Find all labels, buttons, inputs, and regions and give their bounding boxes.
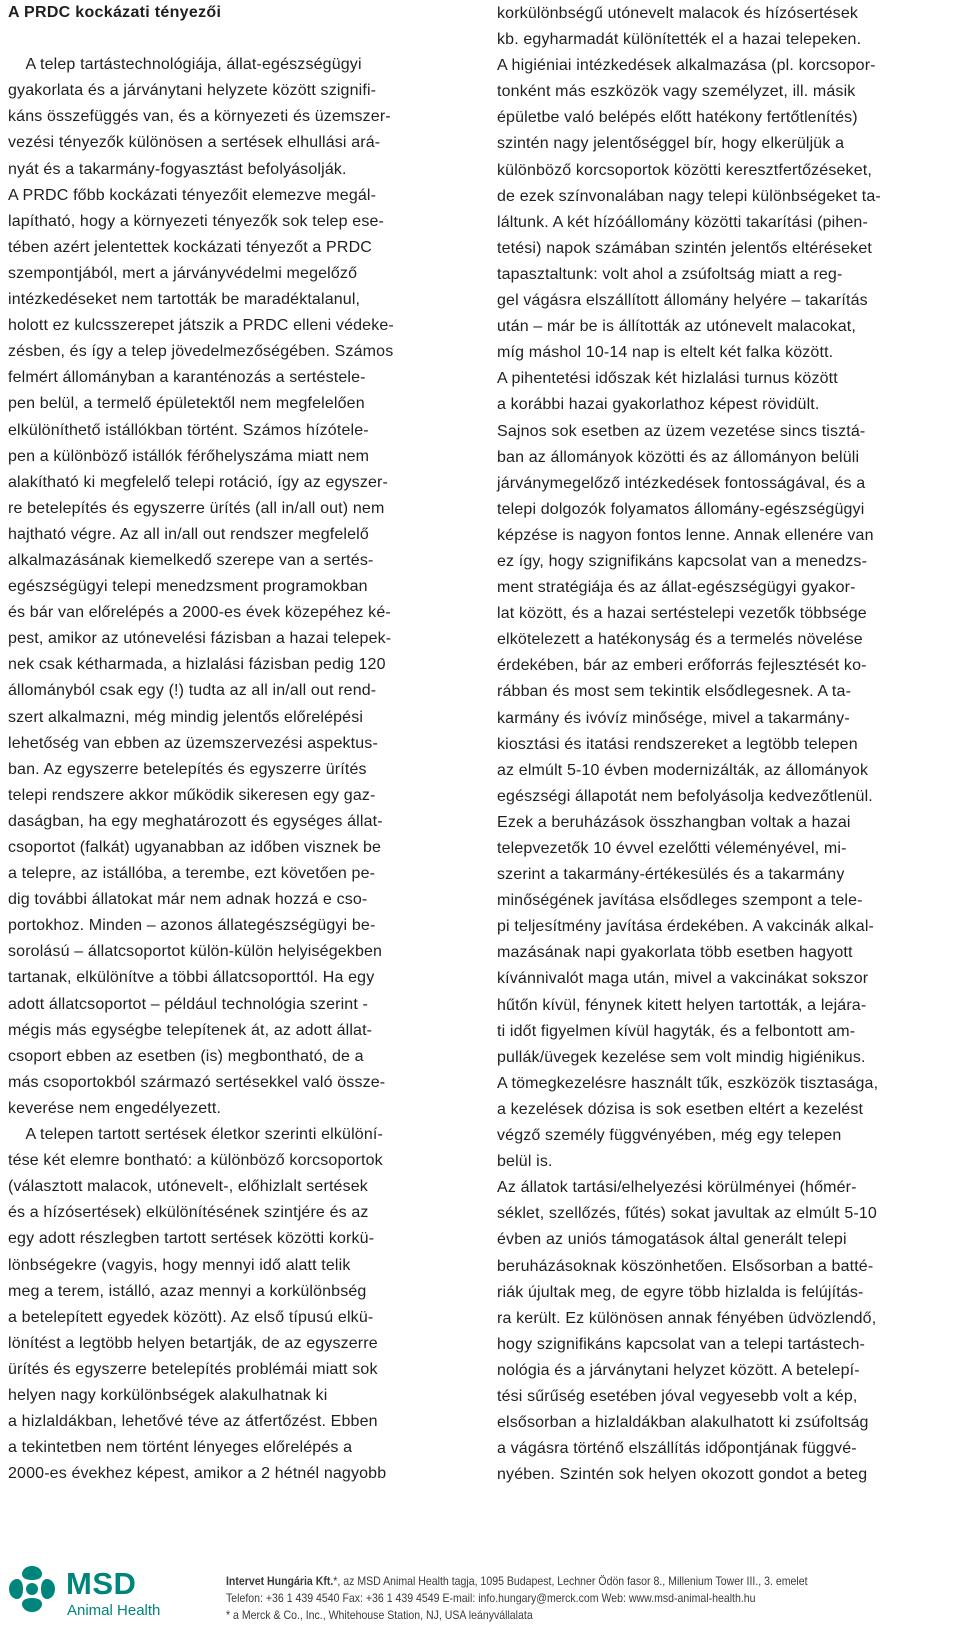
- right-column-line: tapasztaltunk: volt ahol a zsúfoltság miatt a reg-: [497, 265, 843, 283]
- right-column-line: a kezelések dózisa is sok esetben eltért a kezelést: [497, 1100, 864, 1118]
- right-column-line: pi teljesítmény javítása érdekében. A vakcinák alkal-: [497, 918, 875, 936]
- left-column-line: hajtható végre. Az all in/all out rendszer megfelelő: [8, 525, 369, 543]
- right-column-line: szerint a takarmány-értékesülés és a takarmány: [497, 866, 845, 884]
- left-column-line: pest, amikor az utónevelési fázisban a hazai telepek-: [8, 630, 392, 648]
- right-column-line: végző személy függvényében, még egy telepen: [497, 1127, 842, 1145]
- left-column-line: (választott malacok, utónevelt-, előhizlalt sertések: [8, 1178, 368, 1196]
- left-column-line: a tekintetben nem történt lényeges előrelépés a: [8, 1439, 353, 1457]
- right-column-line: egészségi állapotát nem befolyásolja kedvezőtlenül.: [497, 787, 873, 805]
- right-column-line: hűtőn kívül, fénynek kitett helyen tartották, a lejára-: [497, 996, 867, 1014]
- left-column-line: mégis más egységbe telepítenek át, az adott állat-: [8, 1021, 373, 1039]
- left-column-line: egészségügyi telepi menedzsment programokban: [8, 578, 368, 596]
- right-column-line: különböző korcsoportok közötti keresztfertőzéseket,: [497, 161, 872, 179]
- right-column-line: évben az uniós támogatások által generált telepi: [497, 1231, 847, 1249]
- right-column-line: gel vágásra elszállított állomány helyére – takarítás: [497, 292, 868, 310]
- right-column-line: ez így, hogy szignifikáns kapcsolat van a menedzs-: [497, 552, 868, 570]
- left-column-line: lehetőség van ebben az üzemszervezési aspektus-: [8, 734, 378, 752]
- left-column-line: nyát és a takarmány-fogyasztást befolyásolják.: [8, 160, 347, 178]
- msd-logo-icon: [7, 1564, 57, 1614]
- left-column-line: tartanak, elkülönítve a többi állatcsoporttól. Ha egy: [8, 969, 375, 987]
- left-column-line: A PRDC főbb kockázati tényezőit elemezve megál-: [8, 186, 377, 204]
- left-column-line: ban. Az egyszerre betelepítés és egyszerre ürítés: [8, 760, 367, 778]
- right-column-line: ban az állományok közötti és az állományon belüli: [497, 448, 860, 466]
- right-column-line: ment stratégiája és az állat-egészségügyi gyakor-: [497, 579, 856, 597]
- section-heading: A PRDC kockázati tényezői: [8, 4, 222, 21]
- right-column-line: érdekében, bár az emberi erőforrás fejlesztését ko-: [497, 657, 867, 675]
- left-column-line: re betelepítés és egyszerre ürítés (all in/all out) nem: [8, 499, 385, 517]
- left-column-line: egy adott részlegben tartott sertések közötti korkü-: [8, 1230, 375, 1248]
- logo-subtitle: Animal Health: [67, 1602, 161, 1619]
- left-column-line: tében azért jelentettek kockázati tényezőt a PRDC: [8, 238, 372, 256]
- right-column-line: nyében. Szintén sok helyen okozott gondot a beteg: [497, 1466, 868, 1484]
- left-column-line: szempontjából, mert a járványvédelmi megelőző: [8, 264, 358, 282]
- right-column-line: Az állatok tartási/elhelyezési körülményei (hőmér-: [497, 1179, 857, 1197]
- left-column-line: tése két elemre bontható: a különböző korcsoportok: [8, 1152, 383, 1170]
- left-column-line: helyen nagy korkülönbségek alakulhatnak ki: [8, 1386, 328, 1404]
- right-column-line: séklet, szellőzés, fűtés) sokat javultak az elmúlt 5-10: [497, 1205, 877, 1223]
- right-column-line: míg máshol 10-14 nap is eltelt két falka között.: [497, 344, 834, 362]
- left-column-line: pen a különböző istállók férőhelyszáma miatt nem: [8, 447, 370, 465]
- left-column-line: más csoportokból származó sertésekkel való össze-: [8, 1073, 386, 1091]
- right-column-line: korkülönbségű utónevelt malacok és hízósertések: [497, 5, 859, 22]
- right-column-line: Ezek a beruházások összhangban voltak a hazai: [497, 813, 851, 831]
- left-column-line: dig további állatokat már nem adnak hozzá e cso-: [8, 891, 368, 909]
- left-column-line: állományból csak egy (!) tudta az all in/all out rend-: [8, 682, 377, 700]
- right-column-line: telepvezetők 10 évvel ezelőtti véleményével, mi-: [497, 840, 847, 857]
- left-column-line: ürítés és egyszerre betelepítés problémái miatt sok: [8, 1360, 378, 1378]
- right-column-line: elkötelezett a hatékonyság és a termelés növelése: [497, 631, 863, 649]
- right-column-line: tonként más eszközök vagy személyzet, ill. másik: [497, 83, 856, 101]
- right-column-line: mazásának napi gyakorlata több esetben hagyott: [497, 944, 853, 962]
- left-column-line: gyakorlata és a járványtani helyzete között szignifi-: [8, 82, 377, 100]
- left-column-line: csoport ebben az esetben (is) megbontható, de a: [8, 1047, 364, 1065]
- left-column-line: káns összefüggés van, és a környezeti és üzemszer-: [8, 108, 391, 126]
- left-column-line: daságban, ha egy meghatározott és egységes állat-: [8, 812, 383, 830]
- right-column-line: karmány és ivóvíz minősége, mivel a takarmány-: [497, 709, 850, 727]
- left-column-line: [8, 26, 456, 52]
- left-column-line: és bár van előrelépés a 2000-es évek közepéhez ké-: [8, 604, 391, 622]
- left-column-line: A telep tartástechnológiája, állat-egészségügyi: [8, 56, 362, 74]
- left-column-line: és a hízósertések) elkülönítésének szintjére és az: [8, 1204, 369, 1222]
- left-column-line: meg a terem, istálló, azaz mennyi a korkülönbség: [8, 1282, 367, 1300]
- footer-line-contact: Telefon: +36 1 439 4540 Fax: +36 1 439 4549 E-mail: info.hungary@merck.com Web: www.msd-animal-health.hu: [226, 1592, 756, 1605]
- right-column-line: az elmúlt 5-10 évben modernizálták, az állományok: [497, 761, 869, 779]
- right-column-line: szintén nagy jelentőséggel bír, hogy elkerüljük a: [497, 135, 845, 153]
- left-column-line: zésben, és így a telep jövedelmezőségében. Számos: [8, 343, 394, 361]
- left-column-line: nek csak kétharmada, a hizlalási fázisban pedig 120: [8, 656, 386, 674]
- left-column-line: lapítható, hogy a környezeti tényezők sok telep ese-: [8, 212, 385, 230]
- right-column-line: telepi dolgozók folyamatos állomány-egészségügyi: [497, 500, 865, 518]
- right-column-line: kiosztási és itatási rendszereket a legtöbb telepen: [497, 735, 858, 753]
- right-column-line: riák újultak meg, de egyre több hizlalda is felújítás-: [497, 1283, 864, 1301]
- left-column-line: holott ez kulcsszerepet játszik a PRDC elleni védeke-: [8, 317, 394, 335]
- left-column-line: sorolású – állatcsoportot külön-külön helyiségekben: [8, 943, 383, 961]
- left-column-line: portokhoz. Minden – azonos állategészségügyi be-: [8, 917, 376, 935]
- right-column-line: tési sűrűség esetében jóval vegyesebb volt a kép,: [497, 1387, 858, 1405]
- right-column-line: ra került. Ez különösen annak fényében üdvözlendő,: [497, 1309, 877, 1327]
- publisher-footer: [0, 1552, 960, 1629]
- right-column-line: láltunk. A két hízóállomány közötti takarítási (pihen-: [497, 213, 868, 231]
- left-column-line: intézkedéseket nem tartották be maradéktalanul,: [8, 291, 361, 309]
- right-column-line: a vágásra történő elszállítás időpontjának függvé-: [497, 1440, 857, 1458]
- footer-line-company: [226, 1573, 890, 1590]
- right-column-line: ti időt figyelmen kívül hagyták, és a felbontott am-: [497, 1022, 856, 1040]
- left-column-line: vezési tényezők különösen a sertések elhullási ará-: [8, 134, 381, 152]
- left-column-line: 2000-es évekhez képest, amikor a 2 hétnél nagyobb: [8, 1465, 387, 1483]
- right-column-line: A tömegkezelésre használt tűk, eszközök tisztasága,: [497, 1074, 879, 1092]
- left-column-line: a betelepített egyedek között). Az első típusú elkü-: [8, 1308, 374, 1326]
- right-column-line: a korábbi hazai gyakorlathoz képest rövidült.: [497, 396, 820, 414]
- left-column-line: alkalmazásának kiemelkedő szerepe van a sertés-: [8, 551, 374, 569]
- right-column-line: tetési) napok számában szintén jelentős eltéréseket: [497, 239, 872, 257]
- right-column-line: elsősorban a hizlaldákban alakulhatott ki zsúfoltság: [497, 1414, 869, 1432]
- left-column-line: adott állatcsoportot – például technológia szerint -: [8, 995, 369, 1013]
- right-column-line: kívánnivalót maga után, mivel a vakcinákat sokszor: [497, 970, 869, 988]
- left-column-line: csoportot (falkát) ugyanabban az időben visznek be: [8, 839, 382, 856]
- left-column-line: szert alkalmazni, még mindig jelentős előrelépési: [8, 708, 364, 726]
- left-column-line: a telepre, az istállóba, a terembe, ezt követően pe-: [8, 865, 376, 883]
- company-address: *, az MSD Animal Health tagja, 1095 Budapest, Lechner Ödön fasor 8., Millenium Tower III., 3. emelet: [333, 1575, 808, 1588]
- right-column-line: kb. egyharmadát különítették el a hazai telepeken.: [497, 31, 862, 49]
- company-name: Intervet Hungária Kft.: [226, 1575, 334, 1588]
- right-column-line: A higiéniai intézkedések alkalmazása (pl. korcsopor-: [497, 57, 876, 75]
- right-column-line: hogy szignifikáns kapcsolat van a telepi tartástech-: [497, 1335, 865, 1353]
- right-column-line: járványmegelőző intézkedések fontosságával, és a: [497, 474, 866, 492]
- left-column-line: A telepen tartott sertések életkor szerinti elkülöní-: [8, 1126, 383, 1144]
- right-column-line: minőségének javítása elsődleges szempont a tele-: [497, 892, 863, 910]
- left-column-line: telepi rendszere akkor működik sikeresen egy gaz-: [8, 786, 376, 804]
- right-column-line: után – már be is állították az utónevelt malacokat,: [497, 318, 856, 336]
- right-column-line: képzése is nagyon fontos lenne. Annak ellenére van: [497, 526, 874, 544]
- logo-wordmark: MSD: [66, 1566, 137, 1601]
- left-column-line: keverése nem engedélyezett.: [8, 1099, 222, 1117]
- footer-contact-info: [226, 1573, 890, 1624]
- right-column-line: épületbe való belépés előtt hatékony fertőtlenítés): [497, 109, 858, 127]
- right-column-line: de ezek színvonalában nagy telepi különbségeket ta-: [497, 187, 881, 205]
- left-column-line: lönítést a legtöbb helyen betartják, de az egyszerre: [8, 1334, 378, 1352]
- left-column-line: pen belül, a termelő épületektől nem megfelelően: [8, 395, 365, 413]
- right-column-line: Sajnos sok esetben az üzem vezetése sincs tisztá-: [497, 422, 866, 440]
- article-right-column: [497, 1, 945, 1488]
- right-column-line: nológia és a járványtani helyzet között. A betelepí-: [497, 1361, 860, 1379]
- left-column-line: elkülöníthető istállókban történt. Számos hízótele-: [8, 421, 369, 439]
- right-column-line: A pihentetési időszak két hizlalási turnus között: [497, 370, 838, 388]
- right-column-line: lat között, és a hazai sertéstelepi vezetők többsége: [497, 605, 867, 623]
- right-column-line: belül is.: [497, 1153, 553, 1171]
- right-column-line: pullák/üvegek kezelése sem volt mindig higiénikus.: [497, 1048, 866, 1066]
- right-column-line: rábban és most sem tekintik elsődlegesnek. A ta-: [497, 683, 852, 701]
- footer-line-parent: * a Merck & Co., Inc., Whitehouse Station, NJ, USA leányvállalata: [226, 1609, 533, 1622]
- article-left-column: [8, 0, 456, 1487]
- left-column-line: felmért állományban a karanténozás a sertéstele-: [8, 369, 366, 387]
- left-column-line: lönbségekre (vagyis, hogy mennyi idő alatt telik: [8, 1256, 351, 1274]
- left-column-line: alakítható ki megfelelő telepi rotáció, így az egyszer-: [8, 473, 388, 491]
- right-column-line: beruházásoknak köszönhetően. Elsősorban a batté-: [497, 1257, 874, 1275]
- left-column-line: a hizlaldákban, lehetővé téve az átfertőzést. Ebben: [8, 1413, 378, 1431]
